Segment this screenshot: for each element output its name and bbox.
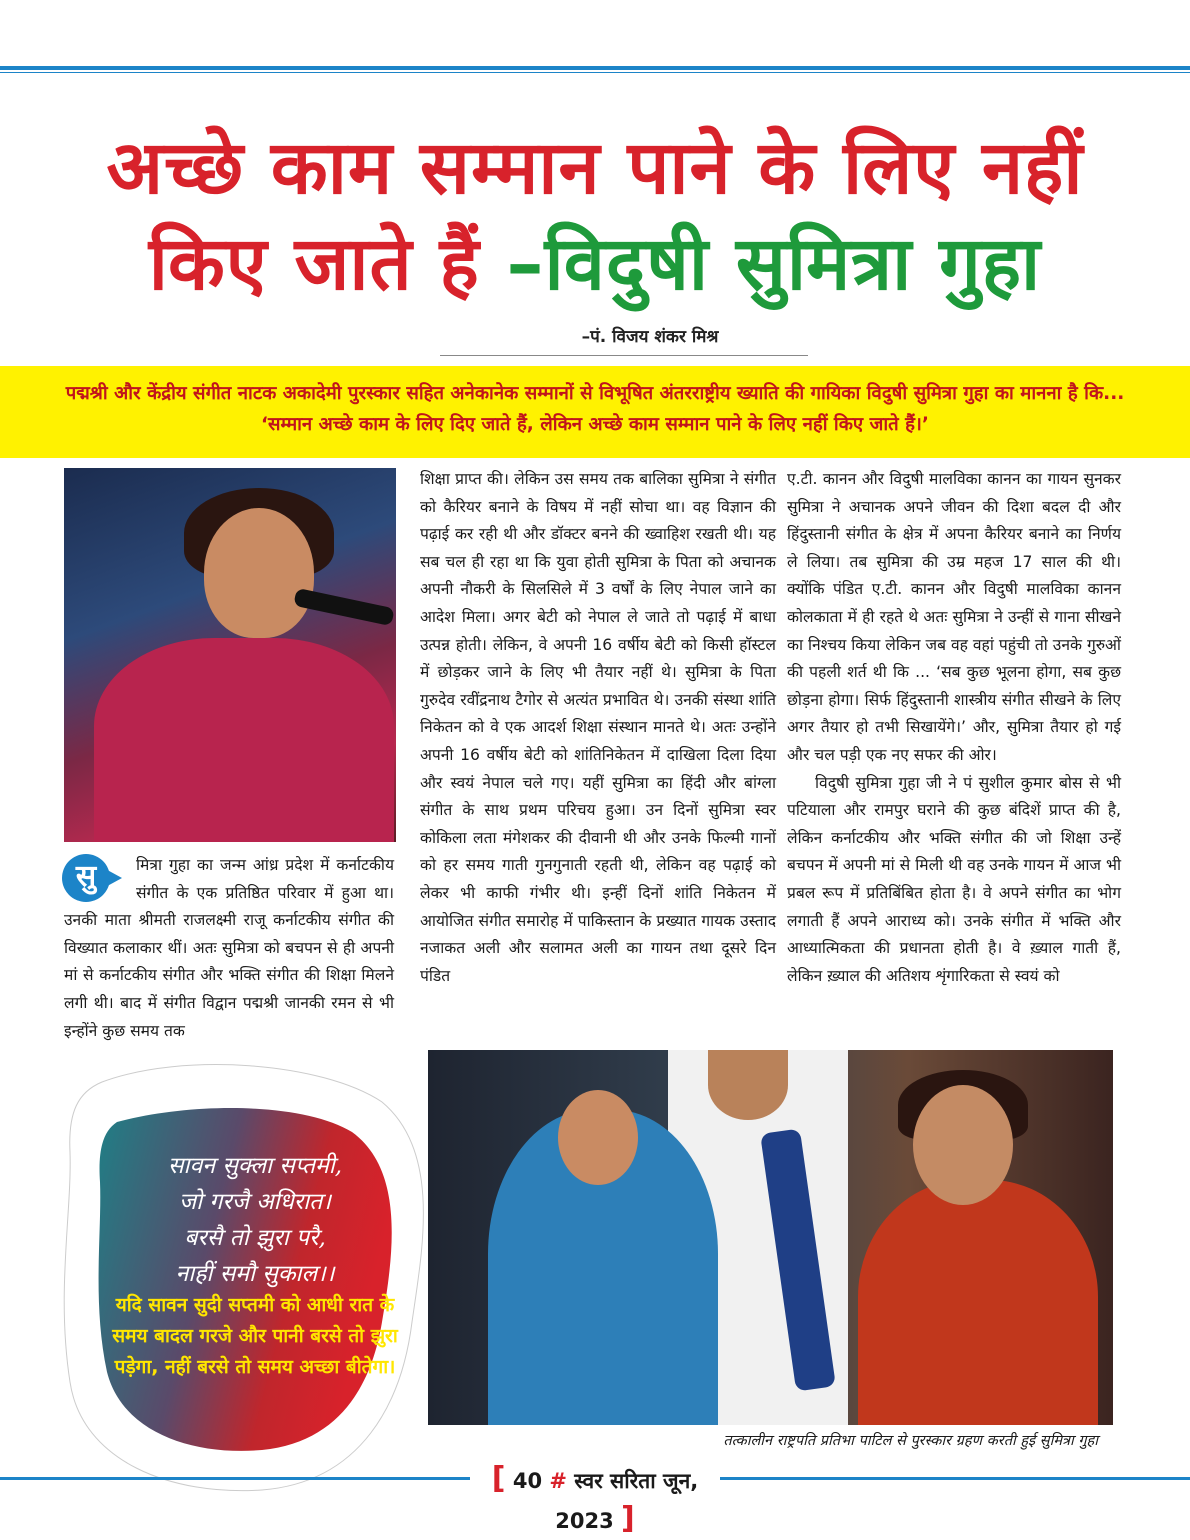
page-number: 40 (512, 1469, 543, 1493)
footer-hash: # (549, 1469, 567, 1493)
article-column-3 (787, 466, 1121, 990)
column-3-paragraph-2 (787, 770, 1121, 991)
footer-bracket-right-icon: ] (621, 1501, 635, 1536)
headline-line-2-red: किए जाते हैं (148, 221, 480, 307)
page-footer (470, 1460, 720, 1536)
headline-line-2 (0, 218, 1190, 310)
photo-president-face-shape (558, 1090, 638, 1185)
photo-recipient-face-shape (913, 1085, 1013, 1205)
dropcap-arrow-icon (100, 866, 122, 890)
top-rule-thin (0, 72, 1190, 73)
singer-photo (64, 468, 396, 842)
column-1-text: मित्रा गुहा का जन्म आंध्र प्रदेश में कर्नाटकीय संगीत के एक प्रतिष्ठित परिवार में हुआ था। उनकी माता श्रीमती राजलक्ष्मी राजू कर्नाटकीय संगीत की विख्यात कलाकार थीं। अतः सुमित्रा को बचपन से ही अपनी मां से कर्नाटकीय संगीत और भक्ति संगीत की शिक्षा मिलने लगी थी। बाद में संगीत विद्वान पद्मश्री जानकी रमन से भी इन्होंने कुछ समय तक (64, 856, 394, 1040)
intro-box: पद्मश्री और केंद्रीय संगीत नाटक अकादेमी पुरस्कार सहित अनेकानेक सम्मानों से विभूषित अंतरराष्ट्रीय ख्याति की गायिका विदुषी सुमित्रा गुहा का मानना है कि... ‘सम्मान अच्छे काम के लिए दिए जाते हैं, लेकिन अच्छे काम सम्मान पाने के लिए नहीं किए जाते हैं।’ (0, 366, 1190, 458)
photo-recipient-shape (858, 1180, 1098, 1425)
top-rule (0, 66, 1190, 70)
photo-sari-shape (94, 638, 394, 842)
article-column-1 (64, 852, 394, 1045)
poem-line: जो गरजै अधिरात। (179, 1189, 331, 1215)
poem-verse (105, 1148, 405, 1292)
byline-rule (440, 355, 808, 356)
byline: –पं. विजय शंकर मिश्र (581, 327, 719, 347)
article-column-2 (420, 466, 776, 990)
microphone-icon (293, 588, 395, 626)
photo-face-shape (204, 508, 314, 638)
photo-caption: तत्कालीन राष्ट्रपति प्रतिभा पाटिल से पुरस्कार ग्रहण करती हुई सुमित्रा गुहा (723, 1433, 1098, 1449)
award-photo (428, 1050, 1113, 1425)
column-3-paragraph-1: ए.टी. कानन और विदुषी मालविका कानन का गायन सुनकर सुमित्रा ने अचानक अपने जीवन की दिशा बदल दी और हिंदुस्तानी संगीत के क्षेत्र में अपना कैरियर बनाने का निर्णय ले लिया। तब सुमित्रा की उम्र महज 17 साल की थी। क्योंकि पंडित ए.टी. कानन और विदुषी मालविका कानन कोलकाता में ही रहते थे अतः सुमित्रा ने उन्हीं से गाना सीखने का निश्चय किया लेकिन जब वह वहां पहुंची तो उनके गुरुओं की पहली शर्त थी कि ... ‘सब कुछ भूलना होगा, सब कुछ छोड़ना होगा। सिर्फ हिंदुस्तानी शास्त्रीय संगीत सीखने के लिए अगर तैयार हो तभी सिखायेंगे।’ और, सुमित्रा तैयार हो गई और चल पड़ी एक नए सफर की ओर। (787, 470, 1121, 764)
headline-line-1: अच्छे काम सम्मान पाने के लिए नहीं (106, 125, 1084, 211)
dropcap-letter: सु (62, 854, 110, 902)
footer-bracket-left-icon: [ (491, 1461, 506, 1496)
poem-line: सावन सुक्ला सप्तमी, (167, 1153, 343, 1179)
dropcap (62, 854, 128, 902)
column-3-paragraph-2-text: विदुषी सुमित्रा गुहा जी ने पं सुशील कुमार बोस से भी पटियाला और रामपुर घराने की कुछ बंदिशें प्राप्त की है, लेकिन कर्नाटकीय और भक्ति संगीत की जो शिक्षा उन्हें बचपन में अपनी मां से मिली थी वह उनके गायन में आज भी प्रबल रूप में प्रतिबिंबित होता है। वे अपने संगीत का भोग लगाती हैं अपने आराध्य को। उनके संगीत में भक्ति और आध्यात्मिकता की प्रधानता होती है। वे ख़्याल गाती हैं, लेकिन ख़्याल की अतिशय शृंगारिकता से स्वयं को (787, 773, 1121, 985)
footer-rule-left (0, 1477, 470, 1480)
column-2-text: शिक्षा प्राप्त की। लेकिन उस समय तक बालिका सुमित्रा ने संगीत को कैरियर बनाने के विषय में नहीं सोचा था। वह विज्ञान की पढ़ाई कर रही थी और डॉक्टर बनने की ख्वाहिश रखती थी। यह सब चल ही रहा था कि युवा होती सुमित्रा के पिता को अचानक अपनी नौकरी के सिलसिले में 3 वर्षों के लिए नेपाल जाने का आदेश मिला। अगर बेटी को नेपाल ले जाते तो पढ़ाई में बाधा उत्पन्न होती। लेकिन, वे अपनी 16 वर्षीय बेटी को किसी हॉस्टल में छोड़कर जाने के लिए भी तैयार नहीं थे। सुमित्रा के पिता गुरुदेव रवींद्रनाथ टैगोर से अत्यंत प्रभावित थे। उनकी संस्था शांति निकेतन को वे एक आदर्श शिक्षा संस्थान मानते थे। अतः उन्होंने अपनी 16 वर्षीय बेटी को शांतिनिकेतन में दाखिला दिला दिया और स्वयं नेपाल चले गए। यहीं सुमित्रा का हिंदी और बांग्ला संगीत के साथ प्रथम परिचय हुआ। उन दिनों सुमित्रा स्वर कोकिला लता मंगेशकर की दीवानी थी और उनके फिल्मी गानों को हर समय गाती गुनगुनाती रहती थी, लेकिन वह पढ़ाई को लेकर भी काफी गंभीर थी। इन्हीं दिनों शांति निकेतन में आयोजित संगीत समारोह में पाकिस्तान के प्रख्यात गायक उस्ताद नजाकत अली और सलामत अली का गायन तथा दूसरे दिन पंडित (420, 470, 776, 985)
headline-line-2-green: –विदुषी सुमित्रा गुहा (506, 221, 1042, 307)
poem-meaning: यदि सावन सुदी सप्तमी को आधी रात के समय बादल गरजे और पानी बरसे तो झुरा पड़ेगा, नहीं बरसे तो समय अच्छा बीतेगा। (112, 1294, 398, 1378)
poem-line: बरसै तो झुरा परै, (184, 1225, 326, 1251)
footer-rule-right (720, 1477, 1190, 1480)
photo-guard-face-shape (708, 1050, 788, 1120)
poem-line: नाहीं समौ सुकाल।। (175, 1261, 335, 1287)
magazine-issue: स्वर सरिता जून, 2023 (555, 1469, 699, 1533)
